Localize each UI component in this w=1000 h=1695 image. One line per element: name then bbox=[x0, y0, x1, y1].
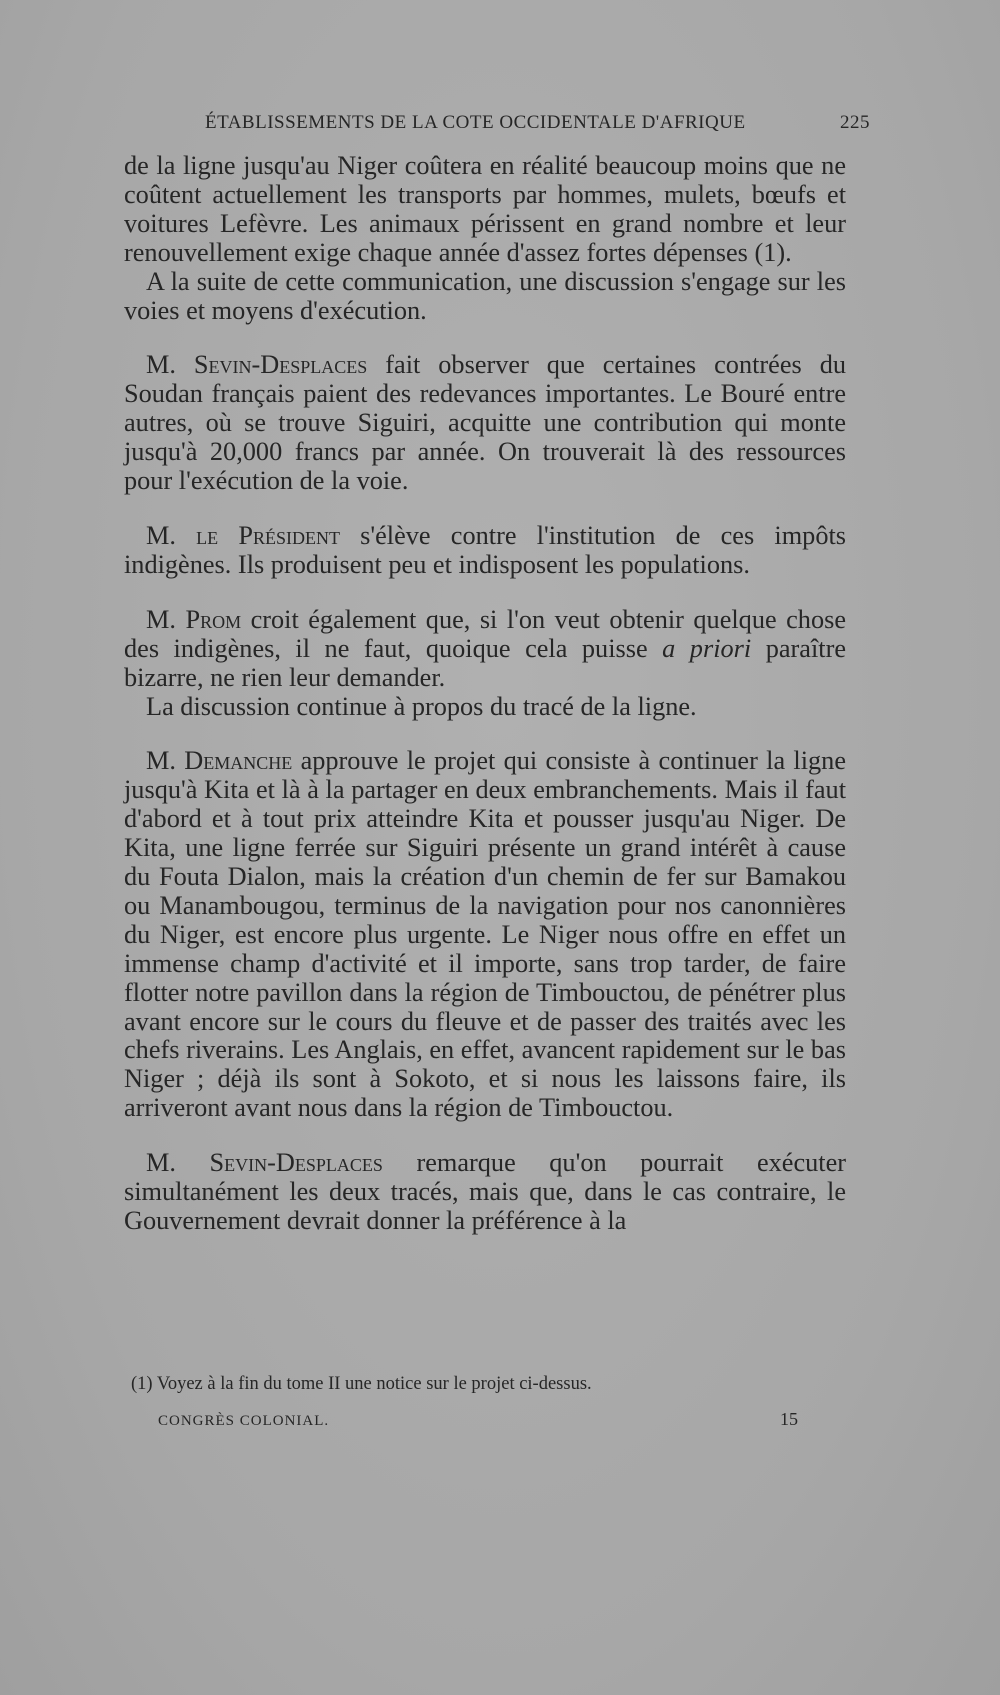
running-header bbox=[205, 112, 870, 134]
speaker-prefix: M. bbox=[146, 746, 185, 776]
speaker-name: Demanche bbox=[184, 746, 293, 776]
paragraph-1: de la ligne jusqu'au Niger coûtera en réalité beaucoup moins que ne coûtent actuellement les transports par hommes, mulets, bœufs et voitures Lefèvre. Les animaux périssent en grand nombre et leur renouvellement exige chaque année d'assez fortes dépenses (1). bbox=[124, 151, 846, 267]
speaker-name: le Président bbox=[196, 520, 340, 550]
italic-phrase: a priori bbox=[662, 633, 752, 663]
speaker-name: Prom bbox=[185, 604, 242, 634]
speaker-prefix: M. bbox=[146, 604, 186, 634]
running-title: ÉTABLISSEMENTS DE LA COTE OCCIDENTALE D'AFRIQUE bbox=[205, 112, 746, 133]
signature-line bbox=[158, 1409, 798, 1430]
paragraph-text: remarque qu'on pourrait exécuter simultanément les deux tracés, mais que, dans le cas contraire, le Gouvernement devrait donner la préférence à la bbox=[124, 1148, 847, 1235]
paragraph-2: A la suite de cette communication, une discussion s'engage sur les voies et moyens d'exécution. bbox=[124, 266, 846, 325]
paragraph-8 bbox=[124, 1149, 846, 1236]
speaker-name: Sevin-Desplaces bbox=[209, 1148, 383, 1178]
paragraph-text: croit également que, si l'on veut obtenir quelque chose des indigènes, il ne faut, quoique cela puisse bbox=[124, 604, 847, 663]
page-body bbox=[124, 152, 846, 1236]
paragraph-text: s'élève contre l'institution de ces impôts indigènes. Ils produisent peu et indisposent les populations. bbox=[124, 520, 847, 579]
footnote: (1) Voyez à la fin du tome II une notice sur le projet ci-dessus. bbox=[131, 1374, 592, 1394]
page-number: 225 bbox=[840, 112, 870, 133]
paragraph-3 bbox=[124, 351, 846, 496]
paragraph-5 bbox=[124, 606, 846, 693]
speaker-prefix: M. bbox=[146, 1148, 210, 1178]
paragraph-7 bbox=[124, 747, 846, 1123]
paragraph-4 bbox=[124, 522, 846, 580]
speaker-name: Sevin-Desplaces bbox=[193, 350, 368, 380]
signature-number: 15 bbox=[780, 1409, 798, 1429]
speaker-prefix: M. bbox=[146, 520, 197, 550]
signature-label: CONGRÈS COLONIAL. bbox=[158, 1413, 330, 1429]
speaker-prefix: M. bbox=[146, 350, 194, 380]
paragraph-text: approuve le projet qui consiste à continuer la ligne jusqu'à Kita et là à la partager en deux embranchements. Mais il faut d'abord et à tout prix atteindre Kita et pousser jusqu'au Niger. De Kita, une ligne ferrée sur Siguiri présente un grand intérêt à cause du Fouta Dialon, mais la création d'un chemin de fer sur Bamakou ou Manambougou, terminus de la navigation pour nos canonnières du Niger, est encore plus urgente. Le Niger nous offre en effet un immense champ d'activité et il importe, sans trop tarder, de faire flotter notre pavillon dans la région de Timbouctou, de pénétrer plus avant encore sur le cours du fleuve et de passer des traités avec les chefs riverains. Les Anglais, en effet, avancent rapidement sur le bas Niger ; déjà ils sont à Sokoto, et si nous les laissons faire, ils arriveront avant nous dans la région de Timbouctou. bbox=[124, 746, 847, 1123]
paragraph-6: La discussion continue à propos du tracé de la ligne. bbox=[146, 691, 697, 721]
paragraph-text-cont: paraître bizarre, ne rien leur demander. bbox=[124, 633, 847, 692]
paragraph-text: fait observer que certaines contrées du Soudan français paient des redevances importantes. Le Bouré entre autres, où se trouve Siguiri, acquitte une contribution qui monte jusqu'à 20,000 francs par année. On trouverait là des ressources pour l'exécution de la voie. bbox=[124, 350, 846, 496]
